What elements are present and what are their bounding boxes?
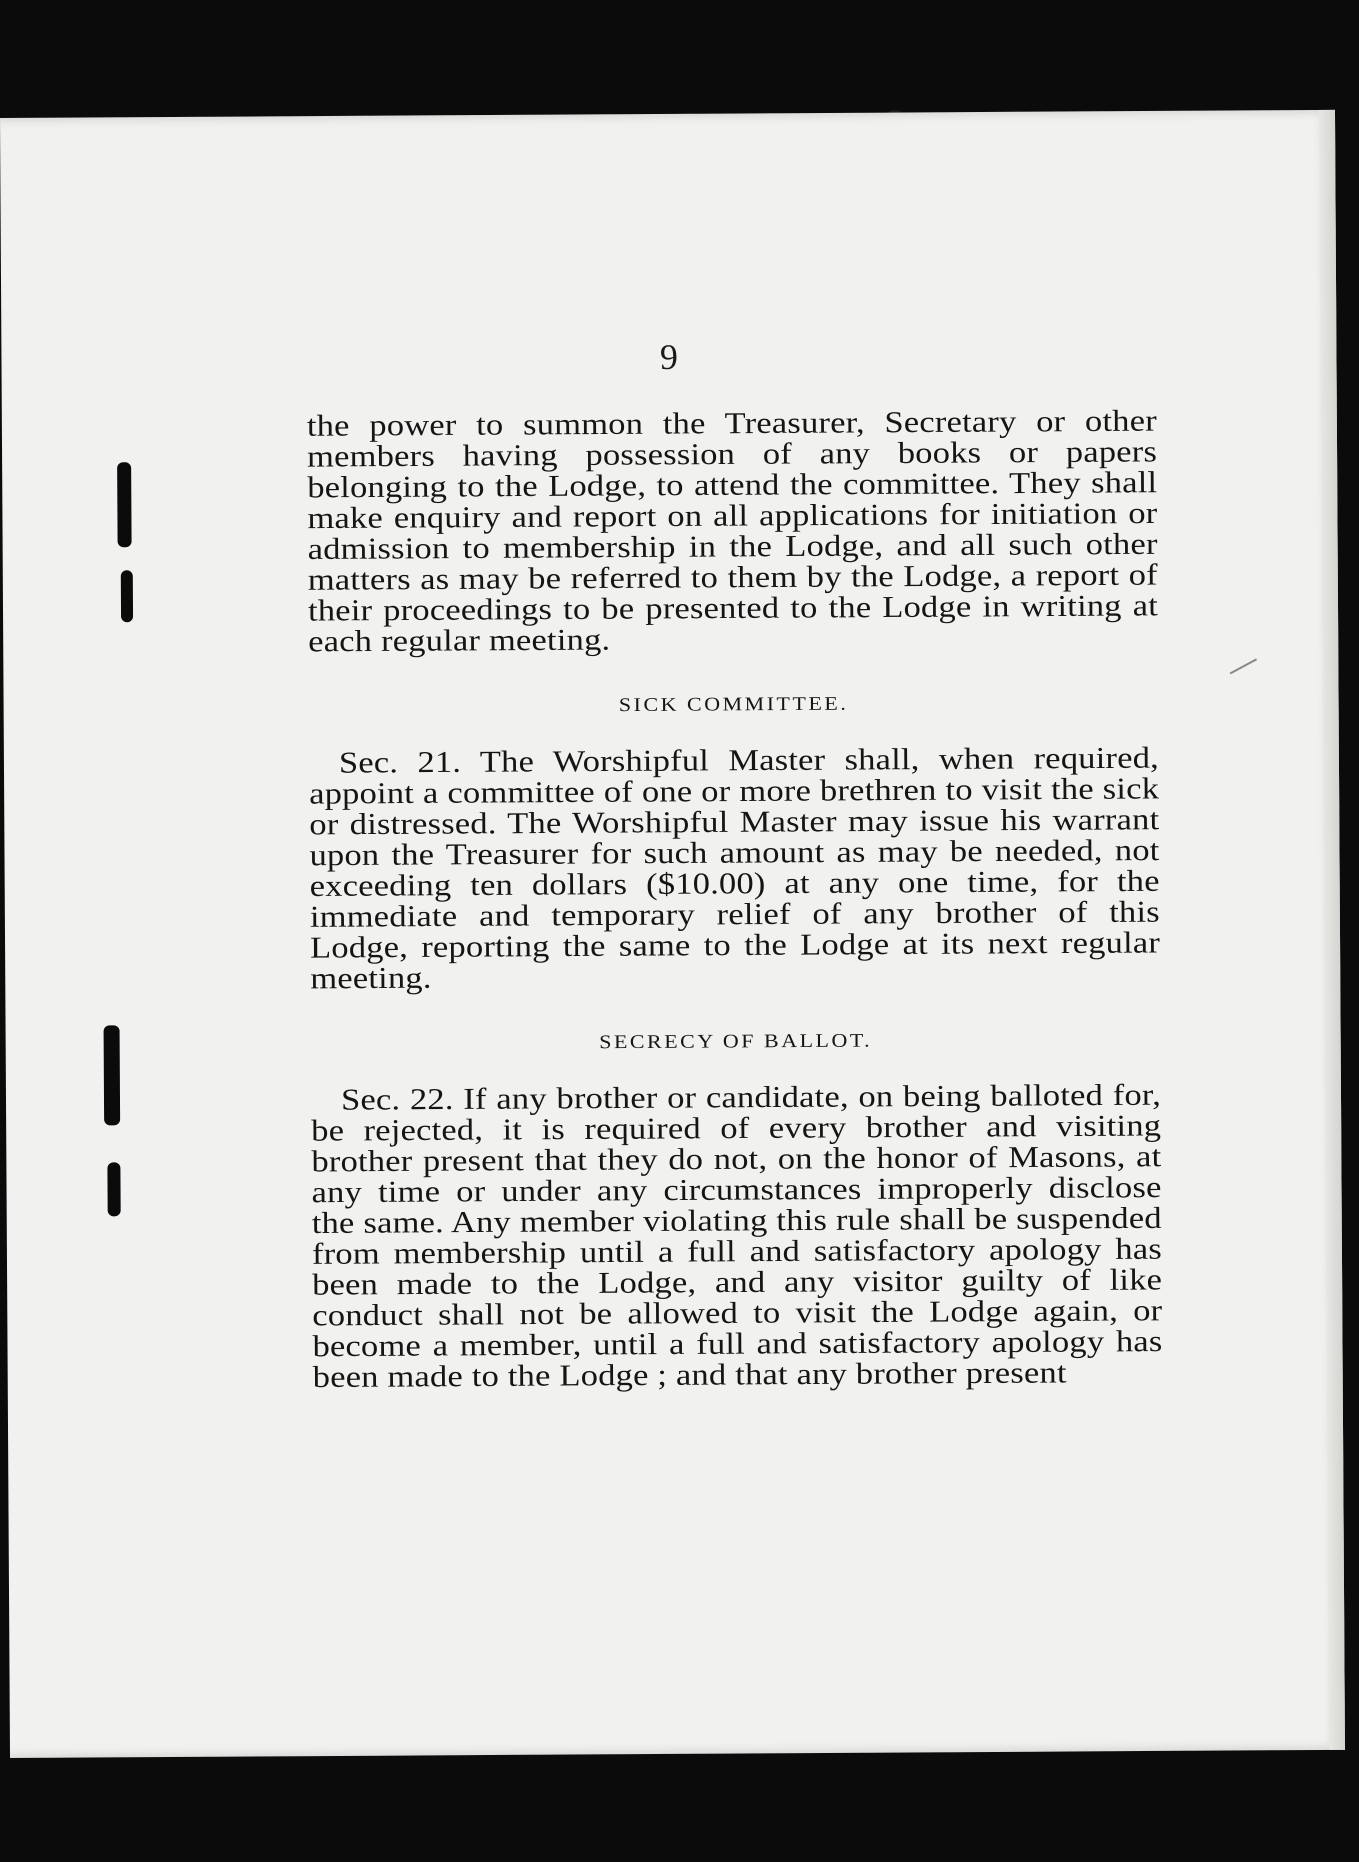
binding-hole	[104, 1025, 121, 1125]
page-number: 9	[659, 336, 679, 377]
binding-hole	[107, 1162, 120, 1216]
binding-hole	[121, 570, 133, 622]
document-page	[0, 110, 1345, 1758]
section-heading-secrecy-of-ballot: SECRECY OF BALLOT.	[599, 1028, 873, 1053]
body-text	[307, 406, 1163, 1393]
section-21-text: Sec. 21. The Worshipful Master shall, when required, appoint a committee of one or more brethren to visit the sick or distressed. The Worshipful Master may issue his warrant upon the Treasurer for such amount as may be needed, not exceeding ten dollars ($10.00) at any one time, for the immediate and temporary relief of any brother of this Lodge, reporting the same to the Lodge at its next regular meeting.	[309, 741, 1161, 996]
continued-paragraph: the power to summon the Treasurer, Secretary or other members having possession of any books or papers belonging to the Lodge, to attend the committee. They shall make enquiry and report on all applications for initiation or admission to membership in the Lodge, and all such other matters as may be referred to them by the Lodge, a report of their proceedings to be presented to the Lodge in writing at each regular meeting.	[306, 404, 1159, 659]
binding-hole	[117, 462, 132, 547]
section-22-text: Sec. 22. If any brother or candidate, on being balloted for, be rejected, it is required of every brother and visiting brother present that they do not, on the honor of Masons, at any time or under any circumstances improperly disclose the same. Any member violating this rule shall be suspended from membership until a full and satisfactory apology has been made to the Lodge, and any visitor guilty of like conduct shall not be allowed to visit the Lodge again, or become a member, until a full and satisfactory apology has been made to the Lodge ; and that any brother present	[311, 1078, 1163, 1395]
scan-mark	[1230, 658, 1257, 674]
section-heading-sick-committee: SICK COMMITTEE.	[618, 692, 849, 716]
